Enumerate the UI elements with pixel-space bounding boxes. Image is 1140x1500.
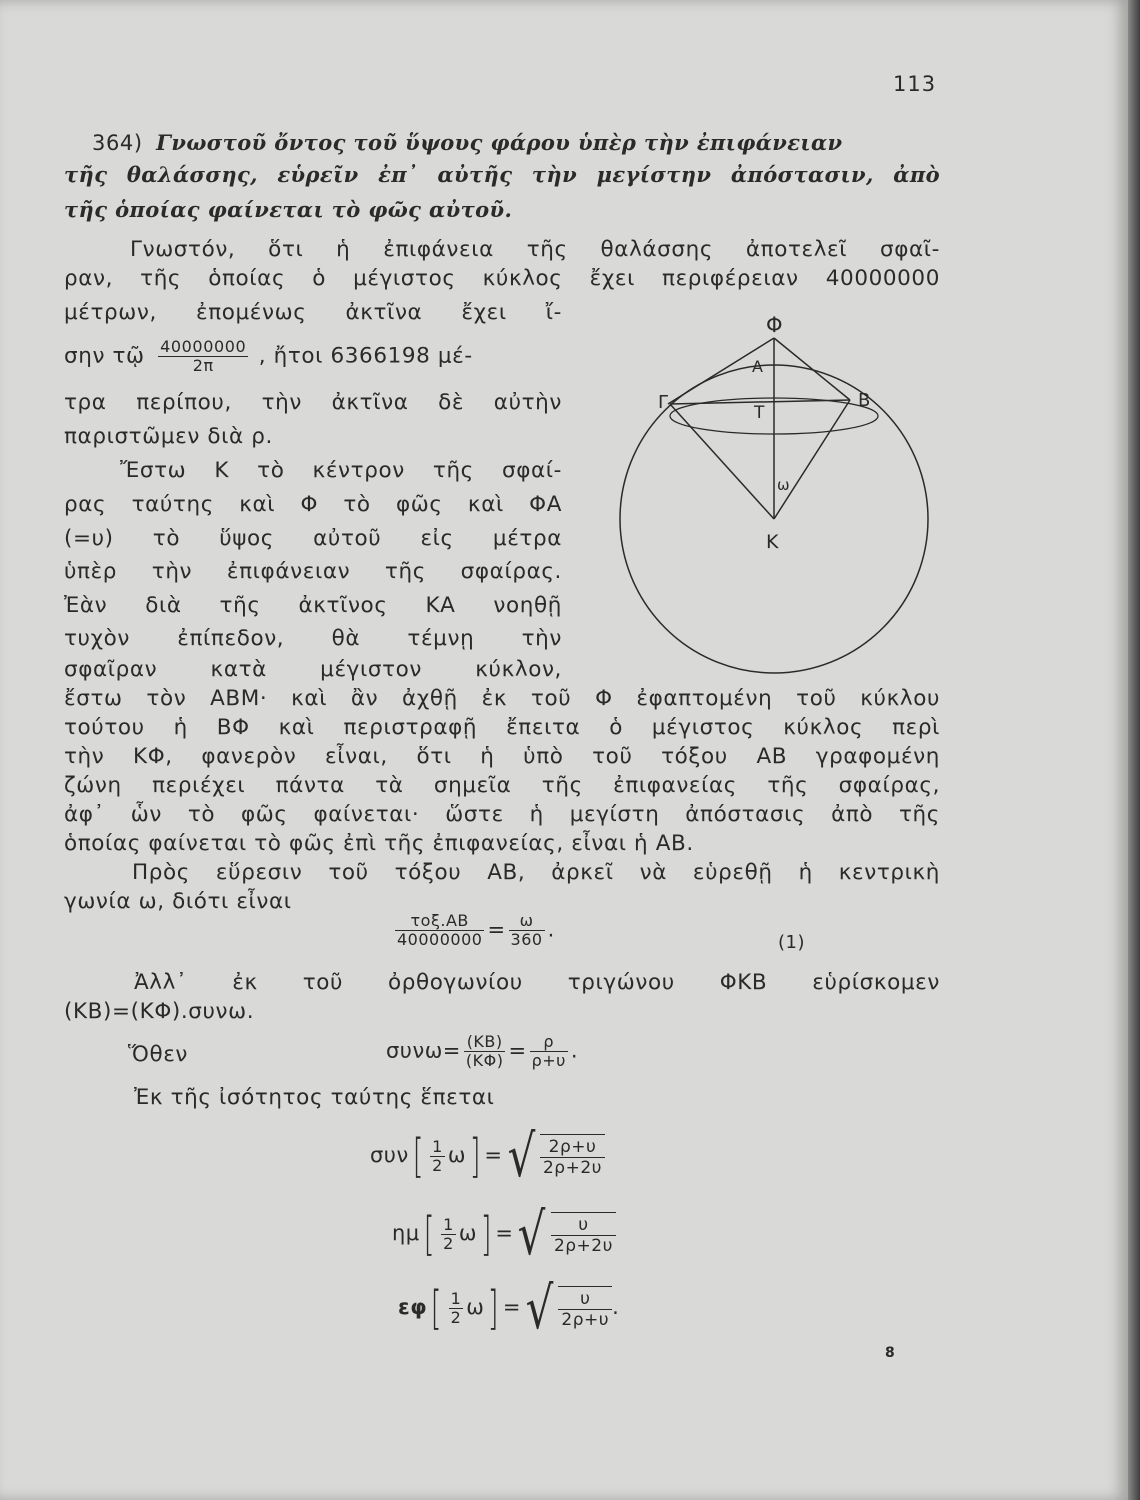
eq4-right-bracket: ] [480, 1207, 492, 1261]
label-B: Β [858, 390, 871, 411]
p2-line-5: Ἐὰν διὰ τῆς ἀκτῖνος ΚΑ νοηθῇ [64, 593, 562, 618]
eq5-rad-den: 2ρ+υ [561, 1310, 610, 1330]
equation-5 [398, 1274, 620, 1342]
p2-line-9: τούτου ἡ ΒΦ καὶ περιστραφῇ ἔπειτα ὁ μέγιστος κύκλος περὶ [64, 715, 940, 740]
p2-line-2: ρας ταύτης καὶ Φ τὸ φῶς καὶ ΦΑ [64, 492, 562, 517]
eq1-fraction-right [509, 912, 545, 949]
eq4-left-bracket: [ [423, 1207, 435, 1261]
line-Phi-B [774, 338, 850, 400]
p3-line-2: γωνία ω, διότι εἶναι [64, 889, 292, 914]
signature-mark: 8 [885, 1345, 895, 1361]
label-A: Α [752, 357, 763, 376]
page-number: 113 [893, 72, 937, 96]
eq2-den-2: ρ+υ [531, 1051, 566, 1070]
eq3-left-bracket: [ [412, 1129, 424, 1183]
eq5-rad-num: υ [558, 1289, 612, 1310]
eq2-num-1: (ΚΒ) [464, 1033, 506, 1052]
p2-line-1: Ἔστω Κ τὸ κέντρον τῆς σφαί- [120, 458, 562, 483]
eq2-den-1: (ΚΦ) [465, 1051, 504, 1070]
equation-1 [392, 912, 555, 949]
p5-word: Ὅθεν [128, 1042, 189, 1067]
eq4-radical-sign: √ [518, 1200, 547, 1268]
eq3-sqrt [503, 1122, 605, 1190]
p1-line-4-pre: σην τῷ [64, 343, 145, 369]
eq1-fraction-left [395, 912, 484, 949]
equation-2 [386, 1033, 578, 1070]
p2-line-13: ὁποίας φαίνεται τὸ φῶς ἐπὶ τῆς ἐπιφανείας, εἶναι ἡ ΑΒ. [64, 831, 694, 856]
eq3-omega: ω [447, 1143, 466, 1167]
p2-line-8: ἔστω τὸν ΑΒΜ· καὶ ἂν ἀχθῇ ἐκ τοῦ Φ ἐφαπτομένη τοῦ κύκλου [64, 686, 940, 711]
eq3-radical-sign: √ [507, 1122, 536, 1190]
eq3-half [430, 1138, 445, 1175]
eq3-rad-num: 2ρ+υ [540, 1137, 605, 1158]
p1-line-5: τρα περίπου, τὴν ἀκτῖνα δὲ αὐτὴν [64, 390, 562, 415]
p1-line-2: ραν, τῆς ὁποίας ὁ μέγιστος κύκλος ἔχει περιφέρειαν 40000000 [64, 266, 940, 291]
eq5-period: . [612, 1295, 620, 1319]
line-B-K [774, 400, 850, 519]
eq5-half-den: 2 [450, 1307, 462, 1327]
eq5-radical-sign: √ [525, 1274, 554, 1342]
eq5-function: εφ [398, 1295, 428, 1319]
p2-line-11: ζώνη περιέχει πάντα τὰ σημεῖα τῆς ἐπιφανείας τῆς σφαίρας, [64, 773, 940, 798]
eq5-sqrt [521, 1274, 612, 1342]
equation-1-label: (1) [778, 932, 805, 953]
eq4-function: ημ [392, 1221, 420, 1245]
radius-fraction [158, 338, 248, 375]
eq1-left-numerator: τοξ.ΑΒ [395, 912, 484, 931]
problem-number: 364) [92, 131, 143, 155]
p3-line-1: Πρὸς εὕρεσιν τοῦ τόξου ΑΒ, ἀρκεῖ νὰ εὑρεθῇ ἡ κεντρικὴ [132, 860, 940, 885]
p2-line-6: τυχὸν ἐπίπεδον, θὰ τέμνῃ τὴν [64, 626, 562, 651]
p2-line-7: σφαῖραν κατὰ μέγιστον κύκλον, [64, 657, 562, 682]
eq5-radicand [558, 1286, 612, 1330]
eq1-right-denominator: 360 [510, 930, 543, 949]
p1-line-4 [64, 338, 562, 375]
eq2-fraction-1 [464, 1033, 506, 1070]
eq2-fraction-2 [530, 1033, 568, 1070]
p2-line-3: (=υ) τὸ ὕψος αὐτοῦ εἰς μέτρα [64, 526, 562, 551]
eq4-rad-num: υ [551, 1215, 616, 1236]
eq5-omega: ω [466, 1295, 485, 1319]
eq2-num-2: ρ [530, 1033, 568, 1052]
eq2-lhs: συνω= [386, 1038, 461, 1063]
eq3-function: συν [370, 1143, 409, 1167]
eq1-right-numerator: ω [509, 912, 545, 931]
eq4-sqrt [513, 1200, 615, 1268]
eq4-rad-den: 2ρ+2υ [553, 1236, 613, 1256]
label-T: Τ [754, 403, 765, 423]
eq1-period: . [547, 917, 555, 942]
eq3-half-num: 1 [432, 1136, 443, 1156]
p2-line-10: τὴν ΚΦ, φανερὸν εἶναι, ὅτι ἡ ὑπὸ τοῦ τόξου ΑΒ γραφομένη [64, 744, 940, 769]
eq3-radicand [540, 1134, 605, 1178]
equation-4 [392, 1200, 616, 1268]
p1-line-6: παριστῶμεν διὰ ρ. [64, 424, 273, 449]
eq2-period: . [570, 1038, 579, 1063]
problem-title-part-1: Γνωστοῦ ὄντος τοῦ ὕψους φάρου ὑπὲρ τὴν ἐπιφάνειαν [156, 130, 843, 155]
p6-line-1: Ἐκ τῆς ἰσότητος ταύτης ἕπεται [134, 1085, 495, 1110]
p1-line-4-post: , ἤτοι 6366198 μέ- [258, 343, 473, 369]
label-G: Γ [658, 392, 669, 413]
eq4-omega: ω [458, 1221, 477, 1245]
eq5-equals: = [502, 1295, 521, 1319]
eq4-half-num: 1 [443, 1214, 454, 1234]
book-edge [1128, 0, 1140, 1500]
eq5-left-bracket: [ [430, 1281, 442, 1335]
eq1-left-denominator: 40000000 [397, 930, 483, 949]
p1-line-1: Γνωστόν, ὅτι ἡ ἐπιφάνεια τῆς θαλάσσης ἀποτελεῖ σφαῖ- [130, 237, 940, 262]
radius-fraction-denominator: 2π [192, 356, 214, 375]
problem-title-line-2: τῆς θαλάσσης, εὑρεῖν ἐπ᾿ αὐτῆς τὴν μεγίστην ἀπόστασιν, ἀπὸ [64, 162, 940, 187]
eq4-half [441, 1216, 456, 1253]
eq1-equals: = [487, 917, 506, 942]
sphere-tangent-figure [594, 310, 934, 700]
eq3-equals: = [484, 1143, 503, 1167]
label-phi: Φ [766, 313, 783, 337]
eq4-half-den: 2 [443, 1233, 454, 1253]
eq5-right-bracket: ] [488, 1281, 500, 1335]
p2-line-4: ὑπὲρ τὴν ἐπιφάνειαν τῆς σφαίρας. [64, 559, 562, 584]
problem-heading-line-1 [64, 128, 940, 158]
eq2-equals: = [508, 1038, 527, 1063]
label-K: Κ [766, 531, 779, 553]
radius-fraction-numerator: 40000000 [160, 337, 247, 356]
eq4-radicand [551, 1212, 616, 1256]
p2-line-12: ἀφ᾿ ὧν τὸ φῶς φαίνεται· ὥστε ἡ μεγίστη ἀπόστασις ἀπὸ τῆς [64, 802, 940, 827]
label-omega: ω [777, 476, 790, 494]
p1-line-3: μέτρων, ἐπομένως ἀκτῖνα ἔχει ἴ- [64, 300, 562, 325]
eq5-half-num: 1 [450, 1288, 462, 1308]
eq5-half [449, 1290, 464, 1327]
eq3-right-bracket: ] [469, 1129, 481, 1183]
eq4-equals: = [495, 1221, 514, 1245]
eq3-rad-den: 2ρ+2υ [542, 1158, 602, 1178]
p4-line-2: (ΚΒ)=(ΚΦ).συνω. [64, 999, 255, 1024]
p4-line-1: Ἀλλ᾿ ἐκ τοῦ ὀρθογωνίου τριγώνου ΦΚΒ εὑρίσκομεν [134, 970, 940, 995]
equation-3 [370, 1122, 605, 1190]
problem-title-line-3: τῆς ὁποίας φαίνεται τὸ φῶς αὐτοῦ. [64, 197, 513, 222]
eq3-half-den: 2 [432, 1155, 443, 1175]
